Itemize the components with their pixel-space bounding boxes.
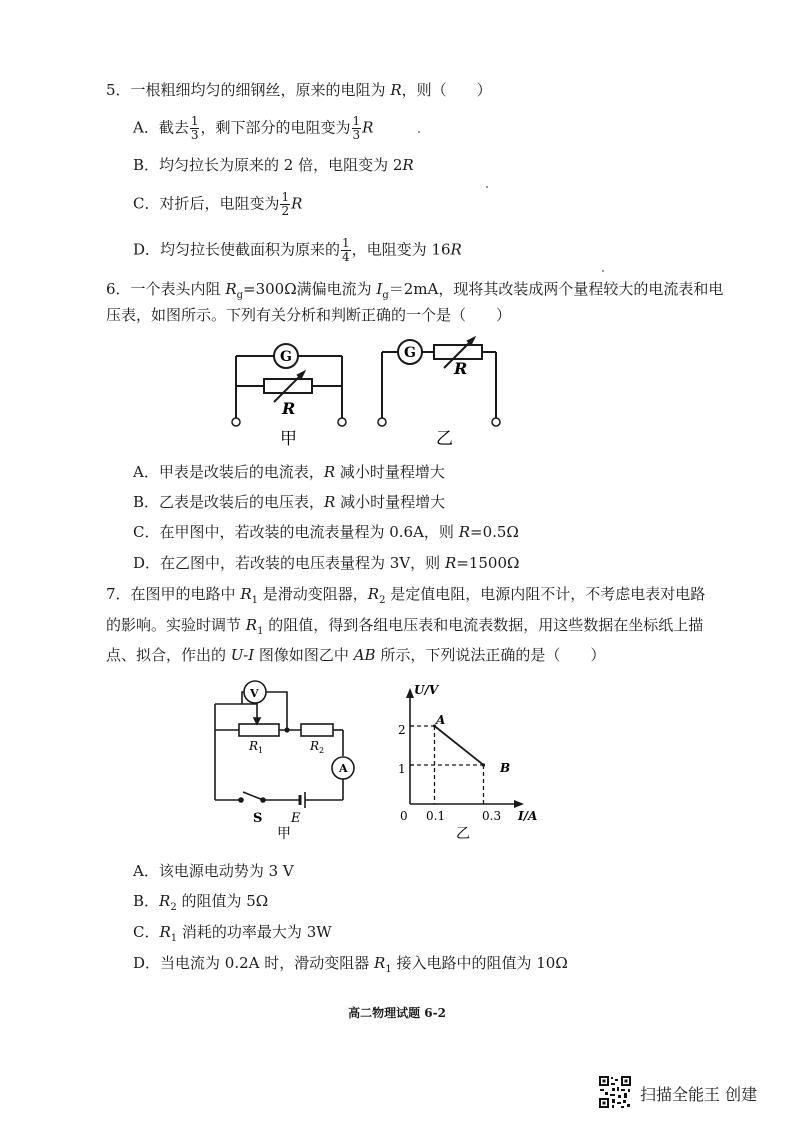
q7-option-c: C．$R_1$ 消耗的功率最大为 3W bbox=[133, 923, 332, 944]
x-axis-label: I/A bbox=[518, 809, 538, 823]
q6-option-b: B．乙表是改装后的电压表，R 减小时量程增大 bbox=[133, 493, 446, 511]
g-label: G bbox=[280, 349, 292, 365]
series-line-ab bbox=[435, 726, 484, 765]
q7-option-d: D．当电流为 0.2A 时，滑动变阻器 $R_1$ 接入电路中的阻值为 10Ω bbox=[133, 954, 568, 975]
r-label: R bbox=[454, 359, 468, 378]
v-label: V bbox=[250, 687, 259, 700]
q6-stem-line2: 压表，如图所示。下列有关分析和判断正确的一个是（ ） bbox=[106, 306, 512, 324]
q5-option-a: A．截去 $\frac{1}{3}$ ，剩下部分的电阻变为 $\frac{1}{3}$ R bbox=[133, 114, 374, 142]
q7-stem-line1: 7．在图甲的电路中 $R_1$ 是滑动变阻器，$R_2$ 是定值电阻，电源内阻不计，不考虑电表对电路 bbox=[106, 585, 706, 606]
rheostat-r1-icon bbox=[239, 724, 279, 736]
caption-jia: 甲 bbox=[280, 429, 297, 448]
g-label: G bbox=[404, 345, 416, 361]
q7-option-a: A．该电源电动势为 3 V bbox=[133, 862, 294, 880]
y-tick-2: 2 bbox=[398, 723, 406, 737]
page-footer: 高二物理试题 6-2 bbox=[348, 1006, 446, 1020]
q5-stem: 5．一根粗细均匀的细钢丝，原来的电阻为 R，则（ ） bbox=[106, 81, 492, 99]
q6-stem-line1: 6．一个表头内阻 $R_g=300\Omega$满偏电流为 $I_g=2mA$，现将其改装成两个量程较大的电流表和电 bbox=[106, 280, 724, 301]
caption-jia: 甲 bbox=[277, 826, 291, 840]
x-tick-0: 0 bbox=[400, 809, 408, 823]
scan-speck bbox=[418, 131, 420, 133]
caption-yi: 乙 bbox=[436, 429, 453, 448]
q7-option-b: B．$R_2$ 的阻值为 5Ω bbox=[133, 892, 269, 913]
q6-circuit-diagrams bbox=[222, 336, 522, 448]
q5-option-b: B．均匀拉长为原来的 2 倍，电阻变为 2R bbox=[133, 156, 414, 174]
fraction: $\frac{1}{4}$ bbox=[342, 236, 350, 264]
resistor-r2-icon bbox=[301, 724, 333, 736]
a-label: A bbox=[339, 762, 348, 775]
q7-circuit-jia bbox=[205, 680, 365, 840]
x-tick-0-3: 0.3 bbox=[482, 809, 502, 823]
s-label: S bbox=[253, 811, 263, 826]
q5-option-c: C．对折后，电阻变为 $\frac{1}{2}$ R bbox=[133, 190, 303, 218]
q7-stem-line3: 点、拟合，作出的 U-I 图像如图乙中 AB 所示，下列说法正确的是（ ） bbox=[106, 646, 606, 664]
scanner-brand-label: 扫描全能王 创建 bbox=[640, 1085, 758, 1104]
point-b-label: B bbox=[500, 761, 511, 775]
r1-label: $R_1$ bbox=[249, 739, 264, 755]
data-point-b bbox=[482, 763, 485, 766]
point-a-label: A bbox=[436, 713, 446, 727]
fraction: $\frac{1}{3}$ bbox=[352, 114, 361, 142]
r-label: R bbox=[282, 399, 296, 418]
fraction: $\frac{1}{2}$ bbox=[281, 190, 290, 218]
q6-option-c: C．在甲图中，若改装的电流表量程为 0.6A，则 R=0.5Ω bbox=[133, 523, 519, 541]
q6-option-a: A．甲表是改装后的电流表，R 减小时量程增大 bbox=[133, 463, 445, 481]
scan-speck bbox=[486, 186, 488, 188]
q7-stem-line2: 的影响。实验时调节 $R_1$ 的阻值，得到各组电压表和电流表数据，用这些数据在坐标纸上描 bbox=[106, 616, 704, 637]
scan-speck bbox=[602, 270, 604, 272]
r2-label: $R_2$ bbox=[310, 739, 325, 755]
fraction: $\frac{1}{3}$ bbox=[190, 114, 199, 142]
caption-yi: 乙 bbox=[456, 826, 470, 842]
x-tick-0-1: 0.1 bbox=[426, 809, 446, 823]
y-tick-1: 1 bbox=[398, 762, 406, 776]
qr-code-icon bbox=[598, 1075, 632, 1109]
e-label: E bbox=[291, 811, 301, 826]
q5-option-d: D．均匀拉长使截面积为原来的 $\frac{1}{4}$ ，电阻变为 16R bbox=[133, 236, 462, 264]
q6-option-d: D．在乙图中，若改装的电压表量程为 3V，则 R=1500Ω bbox=[133, 554, 520, 572]
y-axis-label: U/V bbox=[414, 684, 439, 697]
resistor-icon bbox=[434, 345, 482, 359]
resistor-icon bbox=[264, 379, 312, 393]
q7-ui-graph bbox=[390, 684, 550, 844]
circuit-yi bbox=[378, 338, 500, 426]
